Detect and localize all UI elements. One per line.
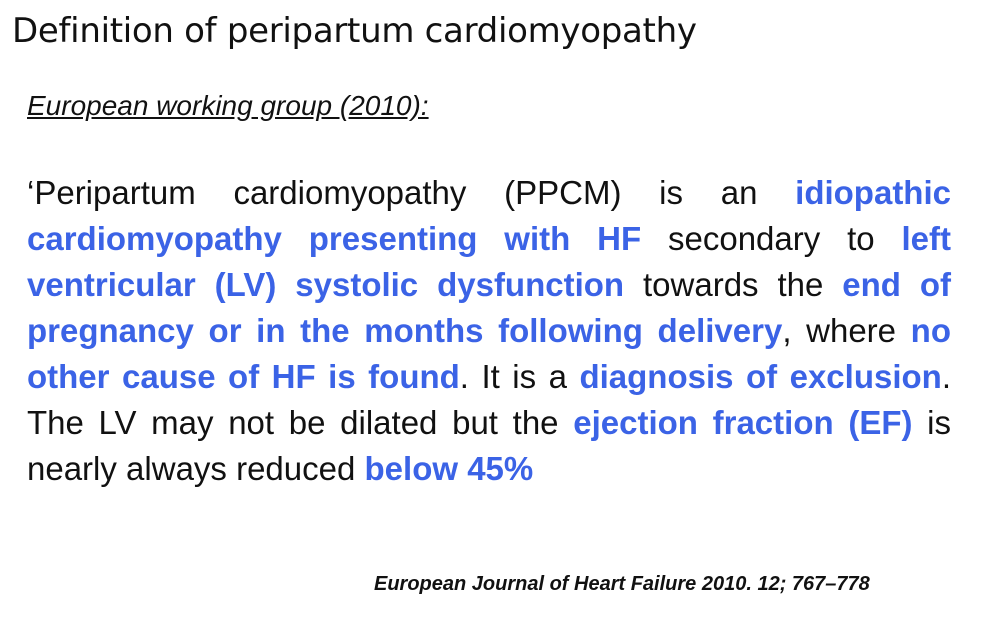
definition-text: . The LV may not be dilated but the <box>27 358 951 441</box>
definition-highlight: left ventricular (LV) systolic dysfunction <box>27 220 951 303</box>
journal-citation: European Journal of Heart Failure 2010. 12; 767–778 <box>374 573 870 595</box>
definition-text: towards the <box>624 266 843 303</box>
definition-text: is nearly always reduced <box>27 404 952 487</box>
definition-text: ‘Peripartum cardiomyopathy (PPCM) is an <box>27 174 796 211</box>
definition-highlight: ejection fraction (EF) <box>573 404 913 441</box>
definition-paragraph <box>27 170 951 492</box>
definition-text: . It is a <box>459 358 580 395</box>
definition-text: secondary to <box>641 220 902 257</box>
definition-highlight: below 45% <box>364 450 534 487</box>
source-subheading: European working group (2010): <box>27 90 429 121</box>
definition-highlight: end of pregnancy or in the months following delivery <box>27 266 951 349</box>
definition-text: , where <box>782 312 911 349</box>
definition-highlight: no other cause of HF is found <box>27 312 951 395</box>
definition-highlight: diagnosis of exclusion <box>579 358 942 395</box>
definition-highlight: idiopathic cardiomyopathy presenting with HF <box>27 174 951 257</box>
slide-title: Definition of peripartum cardiomyopathy <box>12 11 697 51</box>
